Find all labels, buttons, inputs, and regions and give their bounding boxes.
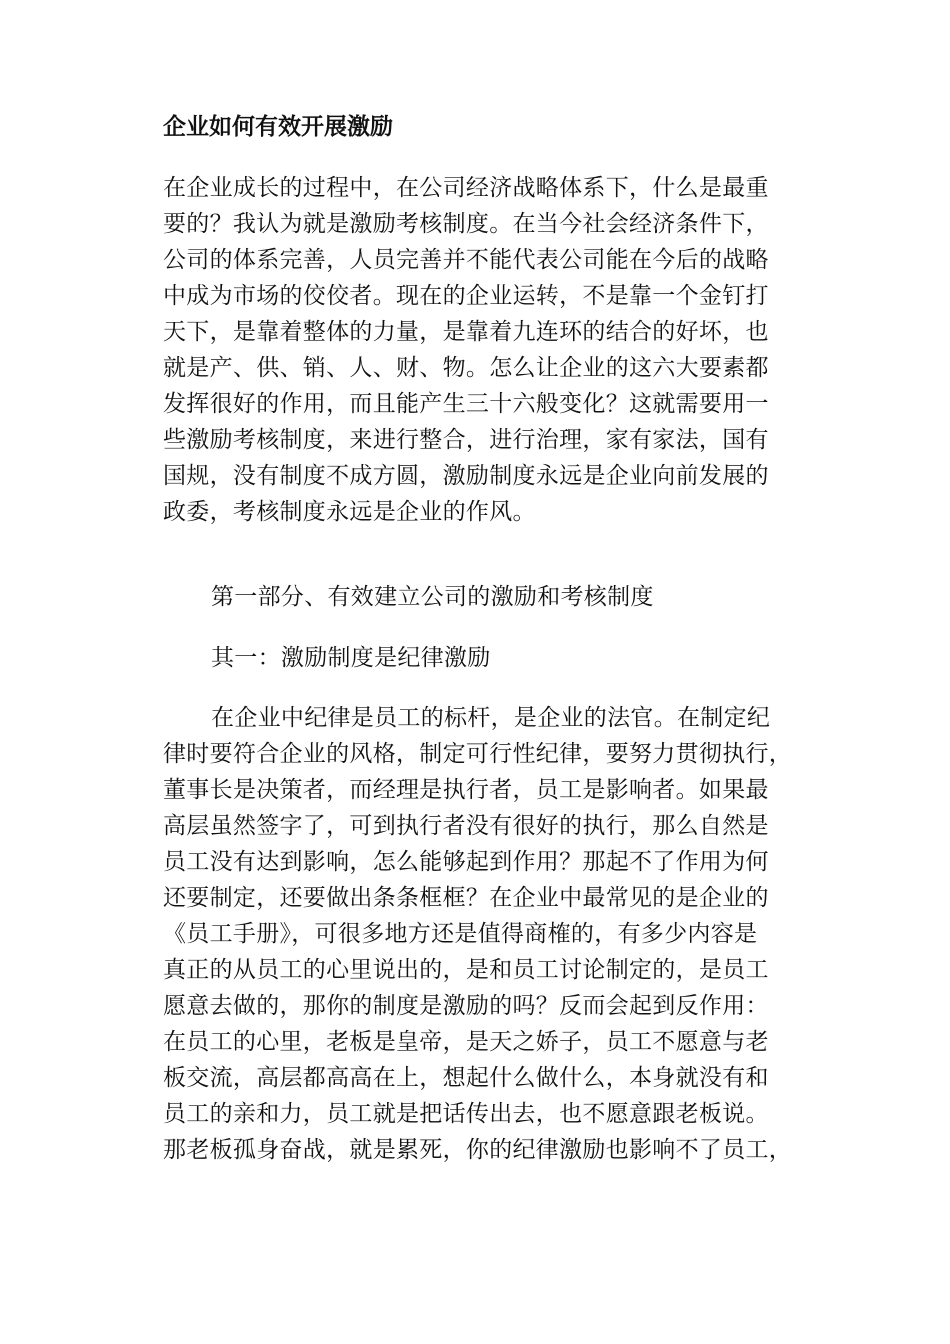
body-line: 高层虽然签字了，可到执行者没有很好的执行，那么自然是 xyxy=(163,813,769,839)
intro-line: 国规，没有制度不成方圆，激励制度永远是企业向前发展的 xyxy=(163,463,769,489)
intro-line: 在企业成长的过程中，在公司经济战略体系下，什么是最重 xyxy=(163,175,769,201)
intro-line: 些激励考核制度，来进行整合，进行治理，家有家法，国有 xyxy=(163,427,769,453)
intro-line: 天下，是靠着整体的力量，是靠着九连环的结合的好坏，也 xyxy=(163,319,769,345)
body-line: 员工没有达到影响，怎么能够起到作用？那起不了作用为何 xyxy=(163,849,769,875)
body-line: 板交流，高层都高高在上，想起什么做什么，本身就没有和 xyxy=(163,1065,769,1091)
body-line: 律时要符合企业的风格，制定可行性纪律，要努力贯彻执行， xyxy=(163,741,793,767)
body-line: 愿意去做的，那你的制度是激励的吗？反而会起到反作用： xyxy=(163,993,769,1019)
intro-line: 要的？我认为就是激励考核制度。在当今社会经济条件下， xyxy=(163,211,769,237)
body-line: 那老板孤身奋战，就是累死，你的纪律激励也影响不了员工， xyxy=(163,1137,793,1163)
body-line: 还要制定，还要做出条条框框？在企业中最常见的是企业的 xyxy=(163,885,769,911)
intro-line: 就是产、供、销、人、财、物。怎么让企业的这六大要素都 xyxy=(163,355,769,381)
subsection-heading: 其一：激励制度是纪律激励 xyxy=(211,645,491,671)
section-heading: 第一部分、有效建立公司的激励和考核制度 xyxy=(211,584,654,610)
intro-line: 中成为市场的佼佼者。现在的企业运转，不是靠一个金钉打 xyxy=(163,283,769,309)
body-line: 员工的亲和力，员工就是把话传出去，也不愿意跟老板说。 xyxy=(163,1101,769,1127)
intro-line: 公司的体系完善，人员完善并不能代表公司能在今后的战略 xyxy=(163,247,769,273)
intro-line: 发挥很好的作用，而且能产生三十六般变化？这就需要用一 xyxy=(163,391,769,417)
intro-line: 政委，考核制度永远是企业的作风。 xyxy=(163,499,536,525)
body-line: 在员工的心里，老板是皇帝，是天之娇子，员工不愿意与老 xyxy=(163,1029,769,1055)
body-line: 《员工手册》，可很多地方还是值得商榷的，有多少内容是 xyxy=(163,921,758,947)
body-line: 在企业中纪律是员工的标杆，是企业的法官。在制定纪 xyxy=(211,705,771,731)
document-title: 企业如何有效开展激励 xyxy=(163,113,393,140)
body-line: 真正的从员工的心里说出的，是和员工讨论制定的，是员工 xyxy=(163,957,769,983)
body-line: 董事长是决策者，而经理是执行者，员工是影响者。如果最 xyxy=(163,777,769,803)
